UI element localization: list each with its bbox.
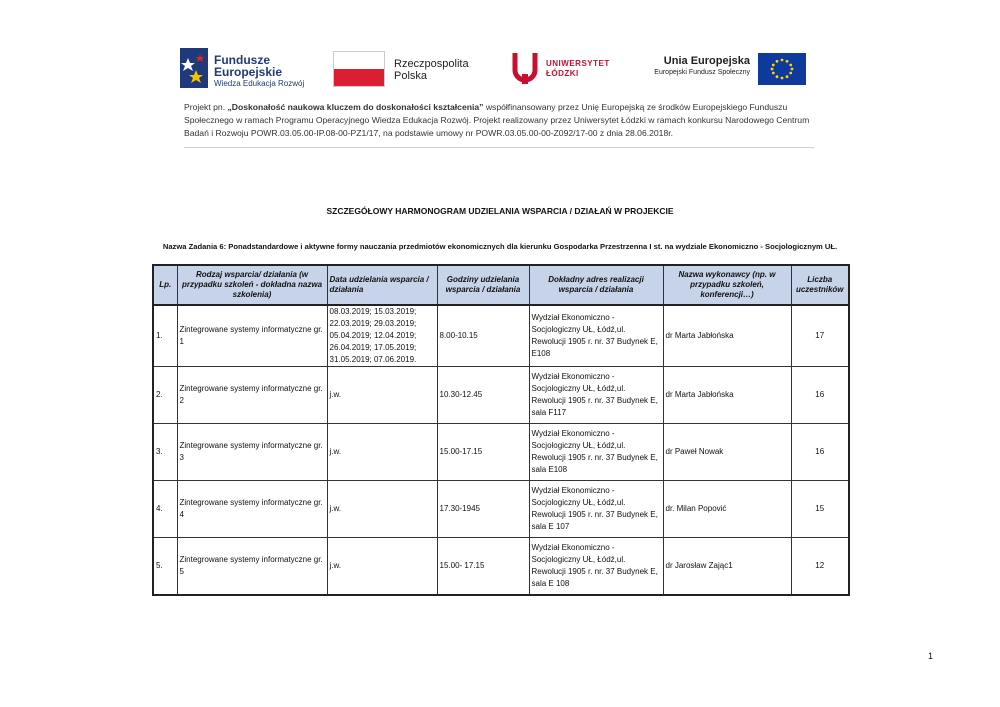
polish-flag-icon <box>334 52 384 86</box>
ue-line2: Europejski Fundusz Społeczny <box>654 69 750 76</box>
uniwersytet-lodzki-text <box>546 59 610 79</box>
fe-line3: Wiedza Edukacja Rozwój <box>214 79 305 88</box>
cell-date: j.w. <box>327 481 437 538</box>
header-contractor: Nazwa wykonawcy (np. w przypadku szkoleń, konferencji…) <box>663 265 791 305</box>
header-hours: Godziny udzielania wsparcia / działania <box>437 265 529 305</box>
cell-type: Zintegrowane systemy informatyczne gr. 4 <box>177 481 327 538</box>
cell-lp: 2. <box>153 367 177 424</box>
table-header-row <box>153 265 849 305</box>
table-row <box>153 424 849 481</box>
cell-lp: 5. <box>153 538 177 596</box>
rp-line2: Polska <box>394 70 428 82</box>
rp-line1: Rzeczpospolita <box>394 58 469 70</box>
cell-contractor: dr Marta Jabłońska <box>663 305 791 367</box>
fundusze-europejskie-text <box>214 54 304 90</box>
cell-count: 17 <box>791 305 849 367</box>
fundusze-europejskie-logo <box>180 46 320 92</box>
cell-hours: 10.30-12.45 <box>437 367 529 424</box>
page-title: SZCZEGÓŁOWY HARMONOGRAM UDZIELANIA WSPARCIA / DZIAŁAŃ W PROJEKCIE <box>326 206 674 216</box>
cell-contractor: dr Paweł Nowak <box>663 424 791 481</box>
rzeczpospolita-polska-logo <box>334 46 484 92</box>
cell-count: 16 <box>791 367 849 424</box>
eu-flag-icon <box>758 53 806 85</box>
cell-lp: 1. <box>153 305 177 367</box>
cell-date: j.w. <box>327 367 437 424</box>
cell-date: j.w. <box>327 424 437 481</box>
ul-line1: UNIWERSYTET <box>546 59 610 68</box>
task-name: Nazwa Zadania 6: Ponadstandardowe i aktywne formy nauczania przedmiotów ekonomicznych dla kierunku Gospodarka Przestrzenna I st. na wydziale Ekonomiczno - Socjologicznym UŁ. <box>162 242 838 251</box>
header-count: Liczba uczestników <box>791 265 849 305</box>
header-address: Dokładny adres realizacji wsparcia / działania <box>529 265 663 305</box>
fe-line1: Fundusze <box>214 53 270 67</box>
cell-contractor: dr. Milan Popović <box>663 481 791 538</box>
cell-type: Zintegrowane systemy informatyczne gr. 5 <box>177 538 327 596</box>
cell-contractor: dr Jarosław Zając1 <box>663 538 791 596</box>
unia-europejska-text <box>648 56 750 78</box>
project-name: „Doskonałość naukowa kluczem do doskonałości kształcenia” <box>227 102 484 112</box>
project-text-prefix: Projekt pn. <box>184 102 228 112</box>
rzeczpospolita-polska-text <box>394 58 469 82</box>
cell-address: Wydział Ekonomiczno - Socjologiczny UŁ, Łódź,ul. Rewolucji 1905 r. nr. 37 Budynek E, sala E 108 <box>529 538 663 596</box>
cell-contractor: dr Marta Jabłońska <box>663 367 791 424</box>
cell-type: Zintegrowane systemy informatyczne gr. 3 <box>177 424 327 481</box>
header-date: Data udzielania wsparcia / działania <box>327 265 437 305</box>
cell-address: Wydział Ekonomiczno - Socjologiczny UŁ, Łódź,ul. Rewolucji 1905 r. nr. 37 Budynek E, sala F117 <box>529 367 663 424</box>
cell-date: 08.03.2019; 15.03.2019; 22.03.2019; 29.03.2019; 05.04.2019; 12.04.2019; 26.04.2019; 17.05.2019; 31.05.2019; 07.06.2019. <box>327 305 437 367</box>
cell-address: Wydział Ekonomiczno - Socjologiczny UŁ, Łódź,ul. Rewolucji 1905 r. nr. 37 Budynek E, E108 <box>529 305 663 367</box>
fe-line2: Europejskie <box>214 65 283 79</box>
cell-count: 16 <box>791 424 849 481</box>
cell-lp: 4. <box>153 481 177 538</box>
table-row <box>153 305 849 367</box>
cell-type: Zintegrowane systemy informatyczne gr. 1 <box>177 305 327 367</box>
header-type: Rodzaj wsparcia/ działania (w przypadku szkoleń - dokładna nazwa szkolenia) <box>177 265 327 305</box>
table-row <box>153 481 849 538</box>
cell-count: 12 <box>791 538 849 596</box>
table-row <box>153 367 849 424</box>
header-divider <box>184 147 814 148</box>
uniwersytet-lodzki-icon <box>510 50 540 86</box>
project-text-rest: współfinansowany przez Unię Europejską ze środków Europejskiego Funduszu Społecznego w ramach Programu Operacyjnego Wiedza Edukacja Rozwój. Projekt realizowany przez Uniwersytet Łódzki w ramach konkursu Narodowego Centrum Badań i Rozwoju POWR.03.05.00-IP.08-00-PZ1/17, na podstawie umowy nr POWR.03.05.00-00-Z092/17-00 z dnia 28.06.2018r. <box>184 102 810 138</box>
schedule-table <box>152 264 850 596</box>
project-description <box>184 101 824 140</box>
table-row <box>153 538 849 596</box>
header-lp: Lp. <box>153 265 177 305</box>
ul-line2: ŁÓDZKI <box>546 69 579 78</box>
cell-count: 15 <box>791 481 849 538</box>
cell-hours: 8.00-10.15 <box>437 305 529 367</box>
cell-hours: 15.00-17.15 <box>437 424 529 481</box>
cell-hours: 17.30-1945 <box>437 481 529 538</box>
uniwersytet-lodzki-logo <box>510 46 630 92</box>
cell-date: j.w. <box>327 538 437 596</box>
unia-europejska-logo <box>648 46 818 92</box>
cell-type: Zintegrowane systemy informatyczne gr. 2 <box>177 367 327 424</box>
cell-address: Wydział Ekonomiczno - Socjologiczny UŁ, Łódź,ul. Rewolucji 1905 r. nr. 37 Budynek E, sala E108 <box>529 424 663 481</box>
logo-strip <box>180 46 820 92</box>
fundusze-europejskie-icon <box>180 48 208 88</box>
cell-hours: 15.00- 17.15 <box>437 538 529 596</box>
cell-lp: 3. <box>153 424 177 481</box>
page-number: 1 <box>928 651 934 661</box>
cell-address: Wydział Ekonomiczno - Socjologiczny UŁ, Łódź,ul. Rewolucji 1905 r. nr. 37 Budynek E, sala E 107 <box>529 481 663 538</box>
ue-line1: Unia Europejska <box>663 55 750 67</box>
